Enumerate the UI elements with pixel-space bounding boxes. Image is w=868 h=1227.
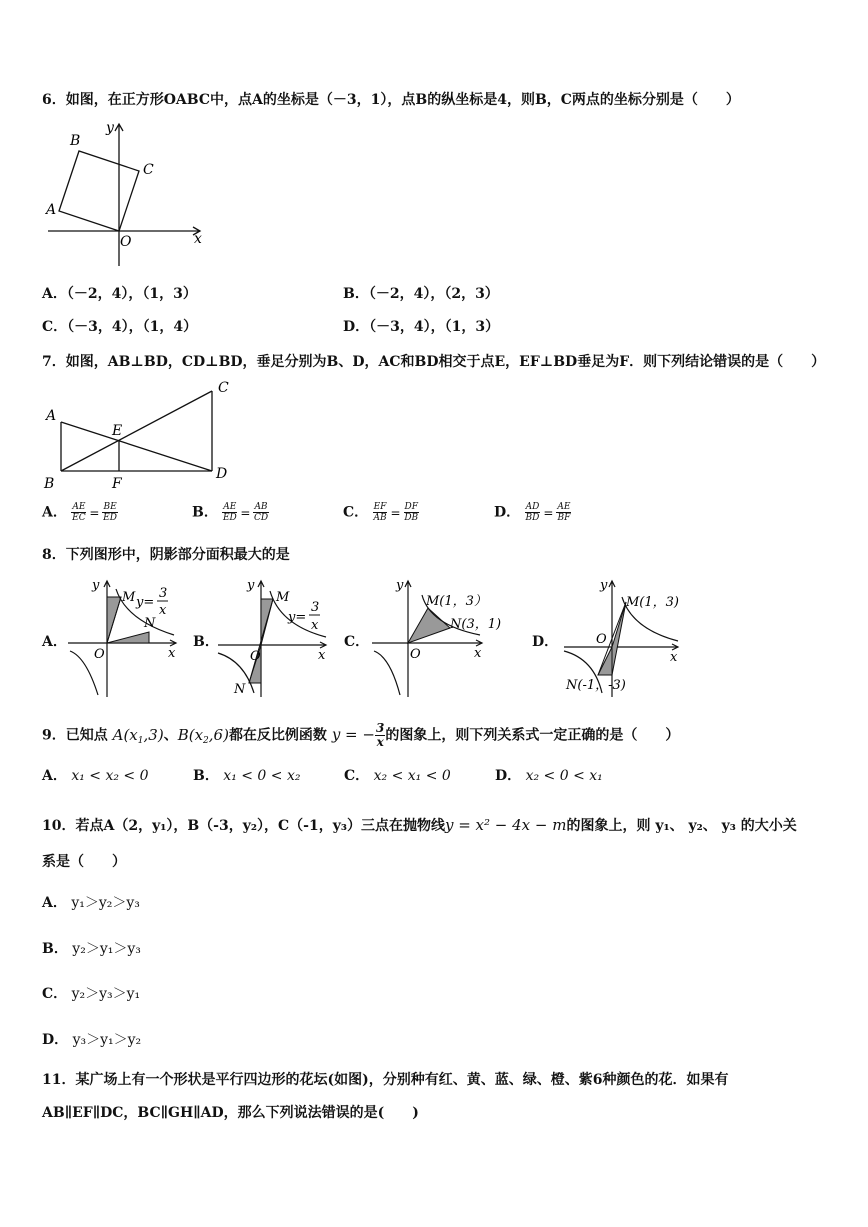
q7-option-d: D． $\frac{AD}{BD}$ = $\frac{AE}{BF}$ xyxy=(494,502,571,523)
q8-option-d-key: D． xyxy=(532,634,559,650)
q9-option-c: C． x₂ < x₁ < 0 xyxy=(344,768,451,784)
q7-label-B: B xyxy=(44,476,55,492)
q8b-O: O xyxy=(250,649,261,664)
q6-option-c: C．（－3，4），（1，4） xyxy=(42,319,198,335)
q8c-M: M(1，3） xyxy=(426,594,487,609)
q7-label-A: A xyxy=(46,408,57,424)
q7-label-F: F xyxy=(112,476,122,492)
q8b-M: M xyxy=(276,590,290,605)
q6-label-B: B xyxy=(70,133,81,149)
q6-label-y: y xyxy=(106,120,114,136)
q9-stem: 9．已知点 $A(x_1,3)$、$B(x_2,6)$都在反比例函数 y = − $\frac{3}{x}$ 的图象上，则下列关系式一定正确的是（ ） xyxy=(42,721,680,749)
q8-figure-d xyxy=(560,575,690,700)
q11-stem-line2: AB∥EF∥DC，BC∥GH∥AD，那么下列说法错误的是( ) xyxy=(42,1105,419,1121)
q8b-num: 3 xyxy=(311,600,320,615)
q6-label-x: x xyxy=(194,231,202,247)
q8-option-a-key: A． xyxy=(42,634,67,650)
q7-label-E: E xyxy=(112,423,123,439)
q8a-O: O xyxy=(94,647,105,662)
q7-option-c: C． $\frac{EF}{AB}$ = $\frac{DF}{DB}$ xyxy=(343,502,419,523)
q8-figure-b xyxy=(214,575,334,700)
q10-option-c: C． y₂＞y₃＞y₁ xyxy=(42,986,141,1002)
q6-label-A: A xyxy=(46,202,57,218)
q6-option-a: A．（－2，4），（1，3） xyxy=(42,286,197,302)
q9-option-a: A． x₁ < x₂ < 0 xyxy=(42,768,149,784)
q8d-N: N(-1，-3) xyxy=(566,678,626,693)
q10-option-a: A． y₁＞y₂＞y₃ xyxy=(42,895,140,911)
q8c-N: N(3，1) xyxy=(450,617,502,632)
q7-figure xyxy=(40,376,240,494)
q10-option-d: D． y₃＞y₁＞y₂ xyxy=(42,1032,142,1048)
q8d-y: y xyxy=(600,578,608,593)
q6-stem: 6．如图，在正方形OABC中，点A的坐标是（－3，1），点B的纵坐标是4，则B，C两点的坐标分别是（ ） xyxy=(42,92,740,108)
q8c-y: y xyxy=(396,578,404,593)
q8b-N: N xyxy=(234,682,246,697)
q8-figure-c xyxy=(368,575,518,700)
q8c-x: x xyxy=(474,646,482,661)
q8-option-c-key: C． xyxy=(344,634,370,650)
q7-label-C: C xyxy=(218,380,229,396)
q8-stem: 8．下列图形中，阴影部分面积最大的是 xyxy=(42,547,290,563)
q7-stem: 7．如图，AB⊥BD，CD⊥BD，垂足分别为B、D，AC和BD相交于点E，EF⊥BD垂足为F．则下列结论错误的是（ ） xyxy=(42,354,826,370)
q8-figure-a xyxy=(64,575,184,700)
q8a-y: y xyxy=(92,578,100,593)
q8d-x: x xyxy=(670,650,678,665)
q9-option-b: B． x₁ < 0 < x₂ xyxy=(193,768,301,784)
q8b-fn: y= xyxy=(288,610,307,625)
q7-label-D: D xyxy=(216,466,228,482)
q8a-N: N xyxy=(144,616,156,631)
q6-figure xyxy=(40,116,210,271)
q6-option-b: B．（－2，4），（2，3） xyxy=(343,286,499,302)
q8a-M: M xyxy=(122,590,136,605)
q10-option-b: B． y₂＞y₁＞y₃ xyxy=(42,941,141,957)
q8b-y: y xyxy=(247,578,255,593)
q8a-den: x xyxy=(159,603,167,618)
q7-option-a: A． $\frac{AE}{EC}$ = $\frac{BE}{ED}$ xyxy=(42,502,117,523)
q7-option-b: B． $\frac{AE}{ED}$ = $\frac{AB}{CD}$ xyxy=(192,502,269,523)
q10-stem-line1: 10．若点A（2，y₁），B（-3，y₂），C（-1，y₃）三点在抛物线y = x² − 4x − m的图象上，则 y₁、 y₂、 y₃ 的大小关 xyxy=(42,816,797,834)
q8b-x: x xyxy=(318,648,326,663)
q8d-M: M(1，3) xyxy=(626,595,679,610)
q8d-O: O xyxy=(596,632,607,647)
q10-stem-line2: 系是（ ） xyxy=(42,854,126,870)
q8a-num: 3 xyxy=(159,586,168,601)
q6-option-d: D．（－3，4），（1，3） xyxy=(343,319,500,335)
q9-option-d: D． x₂ < 0 < x₁ xyxy=(495,768,603,784)
q8-option-b-key: B． xyxy=(193,634,219,650)
q6-label-O: O xyxy=(120,234,132,250)
q6-label-C: C xyxy=(143,162,154,178)
q8b-den: x xyxy=(311,618,319,633)
q8a-fn: y= xyxy=(136,595,155,610)
q8c-O: O xyxy=(410,647,421,662)
q11-stem-line1: 11．某广场上有一个形状是平行四边形的花坛(如图)，分别种有红、黄、蓝、绿、橙、紫6种颜色的花．如果有 xyxy=(42,1072,729,1088)
q8a-x: x xyxy=(168,646,176,661)
